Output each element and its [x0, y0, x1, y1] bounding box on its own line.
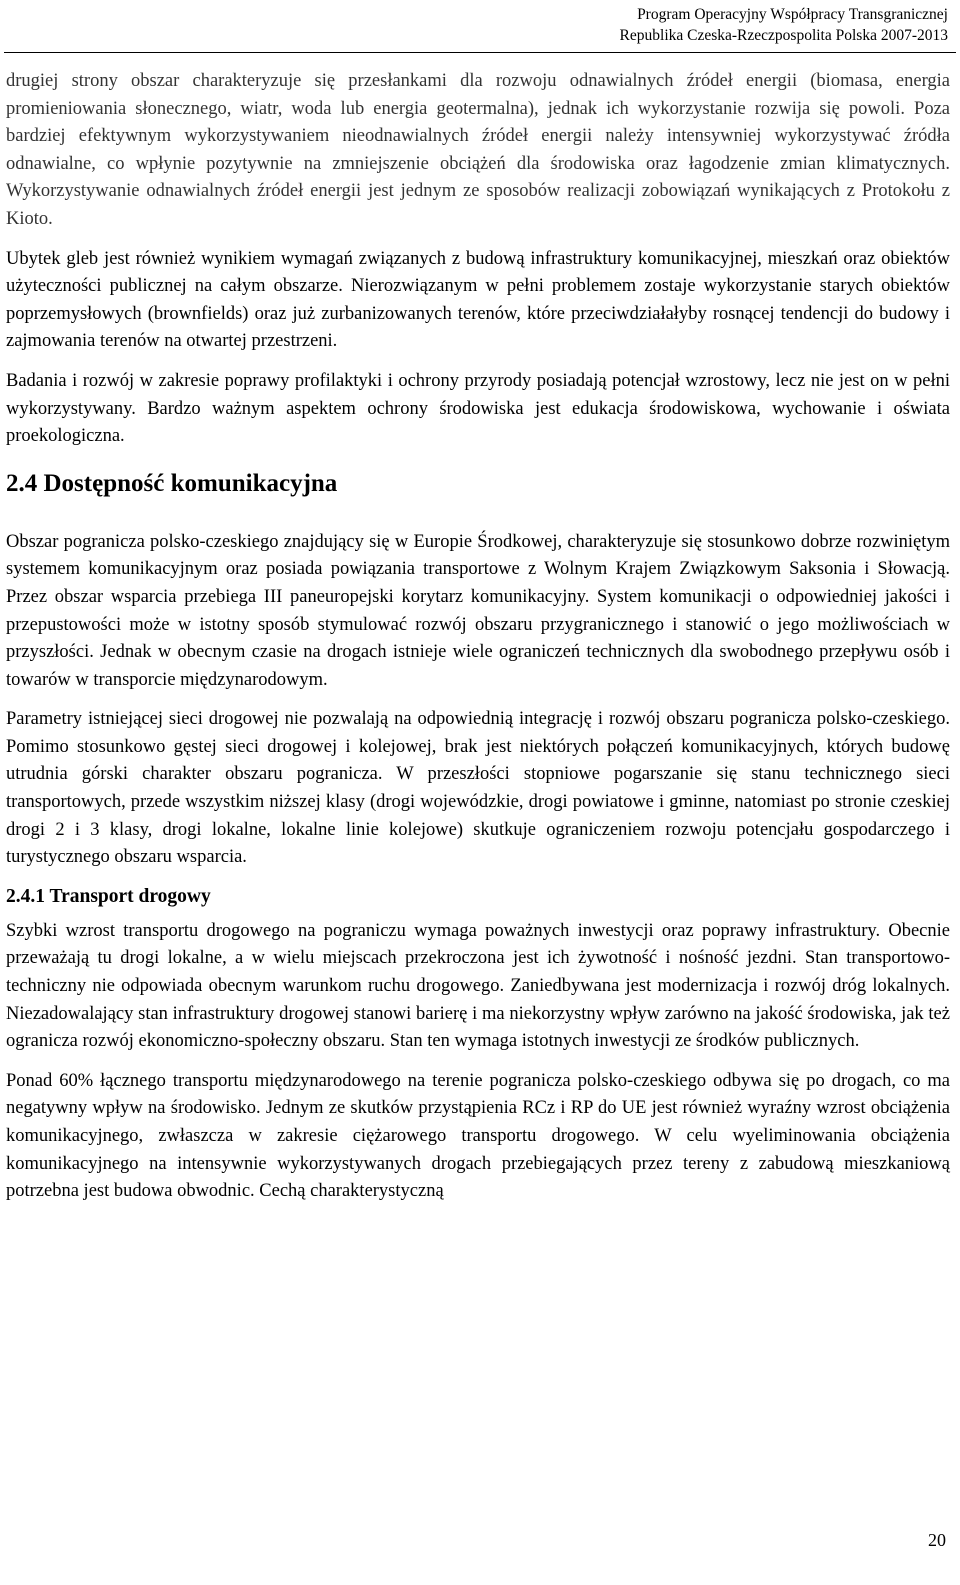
paragraph-research-development: Badania i rozwój w zakresie poprawy profilaktyki i ochrony przyrody posiadają potencjał wzrostowy, lecz nie jest on w pełni wykorzystywany. Bardzo ważnym aspektem ochrony środowiska jest edukacja środowiskowa, wychowanie i oświata proekologiczna.: [6, 370, 950, 447]
subsection-heading: 2.4.1 Transport drogowy: [6, 885, 211, 907]
header-divider: [4, 52, 956, 53]
paragraph-international-transport: Ponad 60% łącznego transportu międzynarodowego na terenie pogranicza polsko-czeskiego odbywa się po drogach, co ma negatywny wpływ na środowisko. Jednym ze skutków przystąpienia RCz i RP do UE jest również wyraźny wzrost obciążenia komunikacyjnego, zwłaszcza w zakresie ciężarowego transportu drogowego. W celu wyeliminowania obciążenia komunikacyjnego na intensywnie wykorzystywanych drogach przebiegających przez tereny z zabudową mieszkaniową potrzebna jest budowa obwodnic. Cechą charakterystyczną: [6, 1070, 950, 1202]
paragraph-border-area: Obszar pogranicza polsko-czeskiego znajdujący się w Europie Środkowej, charakteryzuje się stosunkowo dobrze rozwiniętym systemem komunikacyjnym oraz posiada powiązania transportowe z Wolnym Krajem Związkowym Saksonia i Słowacją. Przez obszar wsparcia przebiega III paneuropejski korytarz komunikacyjny. System komunikacji o odpowiedniej jakości i przepustowości może w istotny sposób stymulować rozwój obszaru przygranicznego i stanowić o jego możliwościach w przyszłości. Jednak w obecnym czasie na drogach istnieje wiele ograniczeń technicznych dla swobodnego przepływu osób i towarów w transporcie międzynarodowym.: [6, 531, 950, 690]
header-program-subtitle: Republika Czeska-Rzeczpospolita Polska 2007-2013: [619, 27, 948, 44]
paragraph-soil-loss: Ubytek gleb jest również wynikiem wymagań związanych z budową infrastruktury komunikacyjnej, mieszkań oraz obiektów użyteczności publicznej na całym obszarze. Nierozwiązanym w pełni problemem zostaje wykorzystanie starych obiektów poprzemysłowych (brownfields) oraz już zurbanizowanych terenów, które przeciwdziałałyby rosnącej tendencji do budowy i zajmowania terenów na otwartej przestrzeni.: [6, 248, 950, 352]
paragraph-road-transport: Szybki wzrost transportu drogowego na pograniczu wymaga poważnych inwestycji oraz poprawy infrastruktury. Obecnie przeważają tu drogi lokalne, a w wielu miejscach przekroczona jest ich żywotność i nośność jezdni. Stan transportowo-techniczny nie odpowiada obecnym warunkom ruchu drogowego. Zaniedbywana jest modernizacja i rozwój dróg lokalnych. Niezadowalający stan infrastruktury drogowej stanowi barierę i ma niekorzystny wpływ zarówno na jakość środowiska, jak też ogranicza rozwój ekonomiczno-społeczny obszaru. Stan ten wymaga istotnych inwestycji ze środków publicznych.: [6, 920, 950, 1052]
header-program-title: Program Operacyjny Współpracy Transgranicznej: [637, 6, 948, 23]
document-body: [6, 68, 950, 1218]
page-header: [620, 4, 948, 46]
page-number: 20: [928, 1530, 946, 1550]
section-heading: 2.4 Dostępność komunikacyjna: [6, 469, 338, 497]
paragraph-renewable-energy: drugiej strony obszar charakteryzuje się przesłankami dla rozwoju odnawialnych źródeł energii (biomasa, energia promieniowania słonecznego, wiatr, woda lub energia geotermalna), jednak ich wykorzystanie rozwija się powoli. Poza bardziej efektywnym wykorzystywaniem nieodnawialnych źródeł energii należy intensywniej wykorzystywać źródła odnawialne, co wpłynie pozytywnie na zmniejszenie obciążeń dla środowiska oraz łagodzenie zmian klimatycznych. Wykorzystywanie odnawialnych źródeł energii jest jednym ze sposobów realizacji zobowiązań wynikających z Protokołu z Kioto.: [6, 71, 950, 229]
paragraph-road-network: Parametry istniejącej sieci drogowej nie pozwalają na odpowiednią integrację i rozwój obszaru pogranicza polsko-czeskiego. Pomimo stosunkowo gęstej sieci drogowej i kolejowej, brak jest niektórych połączeń komunikacyjnych, których budowę utrudnia górski charakter obszaru pogranicza. W przeszłości stopniowe pogarszanie się stanu technicznego sieci transportowych, przede wszystkim niższej klasy (drogi wojewódzkie, drogi powiatowe i gminne, natomiast po stronie czeskiej drogi 2 i 3 klasy, drogi lokalne, lokalne linie kolejowe) skutkuje ograniczeniem rozwoju potencjału gospodarczego i turystycznego obszaru wsparcia.: [6, 709, 950, 868]
